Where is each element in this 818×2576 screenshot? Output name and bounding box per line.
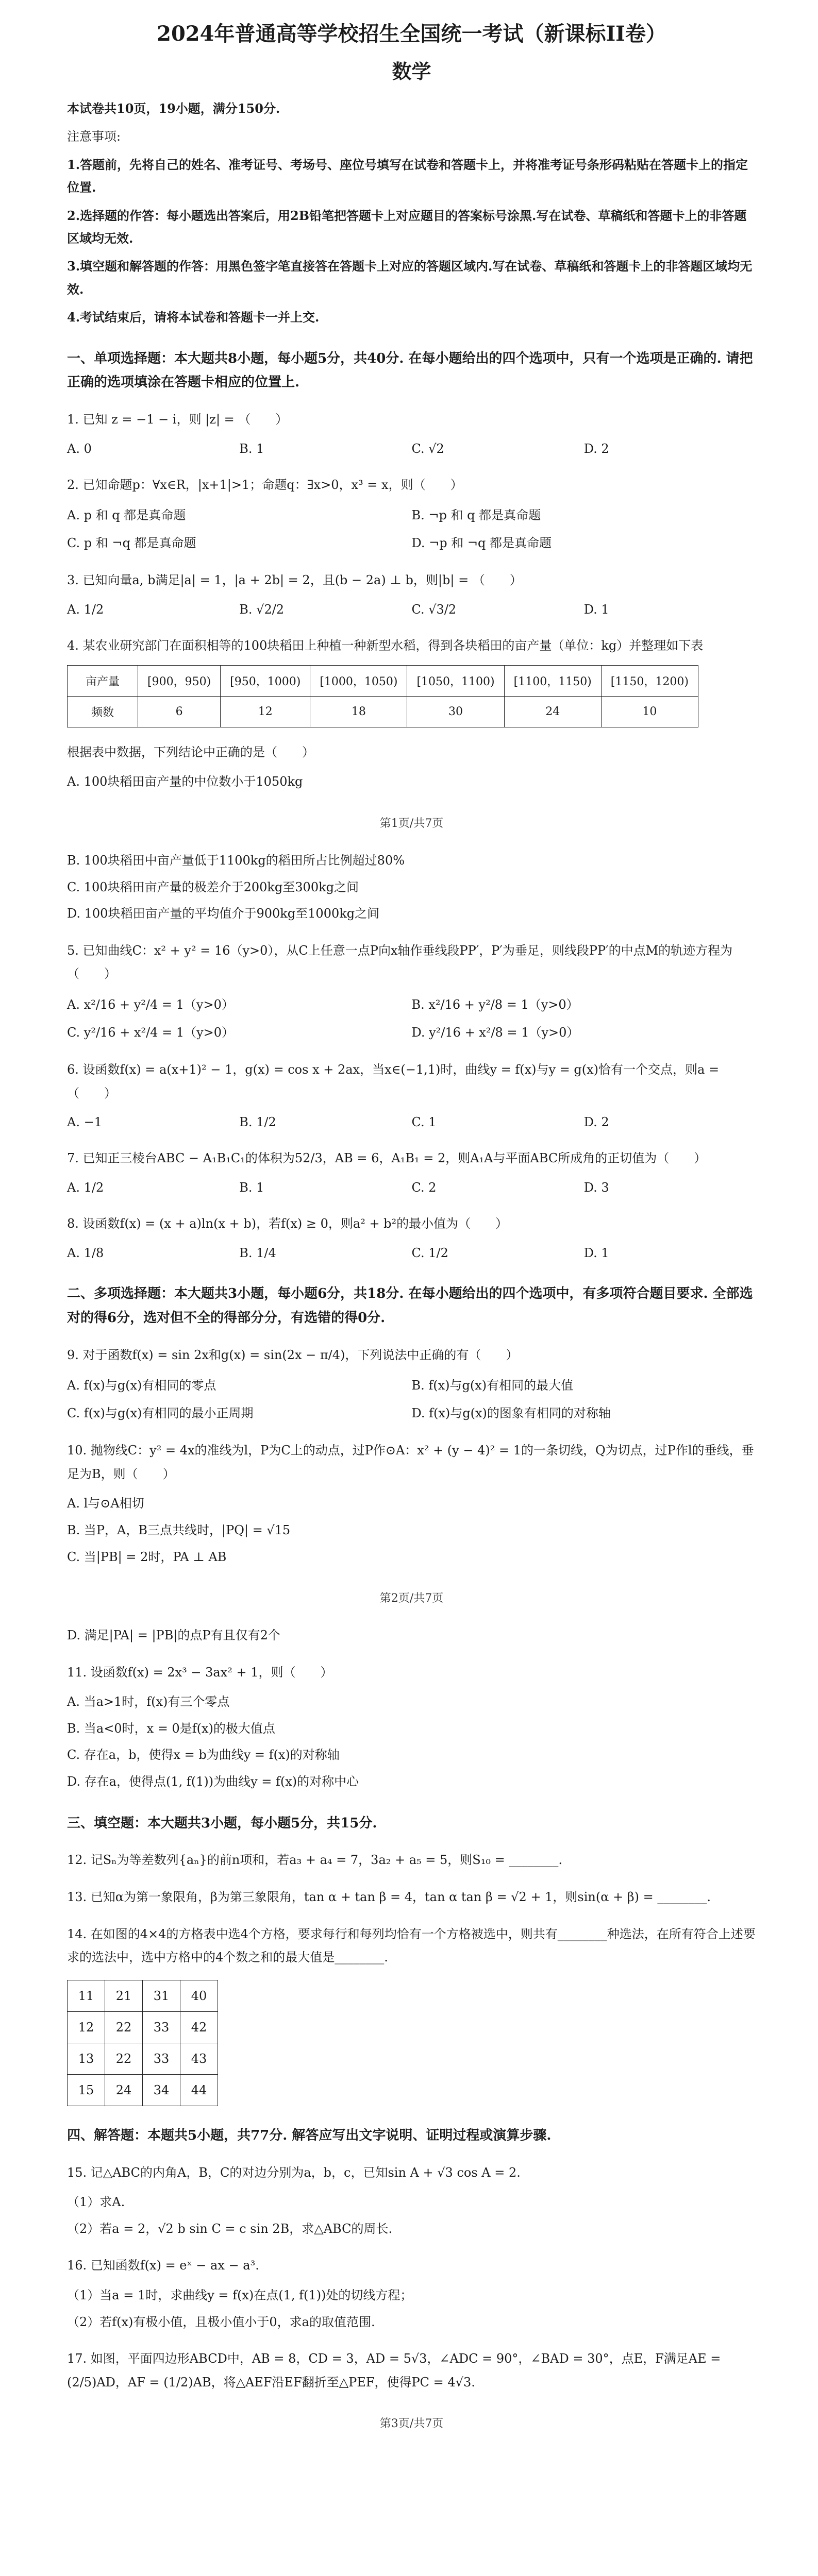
question-3-options [67,599,756,621]
question-4-prompt: 根据表中数据，下列结论中正确的是（ ） [67,744,314,759]
notice-2: 2.选择题的作答：每小题选出答案后，用2B铅笔把答题卡上对应题目的答案标号涂黑.写在试卷、草稿纸和答题卡上的非答题区域均无效. [67,208,747,246]
exam-subject: 数学 [392,60,431,83]
grid-cell: 31 [143,1980,180,2011]
table-head-count: 频数 [68,696,138,727]
question-15-part-1: （1）求A. [67,2195,125,2210]
option-c: C. y²/16 + x²/4 = 1（y>0） [67,1025,235,1040]
option-b: B. 1 [239,1180,264,1195]
option-a: A. 1/2 [67,1180,104,1195]
section-4-heading: 四、解答题：本题共5小题，共77分. 解答应写出文字说明、证明过程或演算步骤. [67,2127,552,2143]
table-cell: 18 [310,696,407,727]
question-17: 17. 如图，平面四边形ABCD中，AB = 8，CD = 3，AD = 5√3，∠ADC = 90°，∠BAD = 30°，点E，F满足AE = (2/5)AD，AF = (1/2)AB，将△AEF沿EF翻折至△PEF，使得PC = 4√3. [67,2351,721,2389]
question-12: 12. 记Sₙ为等差数列{aₙ}的前n项和，若a₃ + a₄ = 7，3a₂ + a₅ = 5，则S₁₀ = ________. [67,1853,562,1868]
option-b: B. 当a<0时，x = 0是f(x)的极大值点 [67,1721,275,1736]
table-cell: [1000，1050) [310,665,407,696]
table-cell: [1100，1150) [504,665,601,696]
grid-cell: 22 [105,2043,143,2074]
table-row [68,1980,218,2011]
option-a: A. 1/8 [67,1245,104,1260]
table-row [68,2043,218,2074]
section-1-heading: 一、单项选择题：本大题共8小题，每小题5分，共40分. 在每小题给出的四个选项中，只有一个选项是正确的. 请把正确的选项填涂在答题卡相应的位置上. [67,350,753,391]
question-8: 8. 设函数f(x) = (x + a)ln(x + b)，若f(x) ≥ 0，则a² + b²的最小值为（ ） [67,1216,508,1231]
question-16-part-1: （1）当a = 1时，求曲线y = f(x)在点(1, f(1))处的切线方程； [67,2288,413,2303]
option-c: C. √3/2 [411,602,457,617]
question-11: 11. 设函数f(x) = 2x³ − 3ax² + 1，则（ ） [67,1665,333,1680]
option-a: A. 1/2 [67,602,104,617]
option-a: A. l与⊙A相切 [67,1496,144,1511]
option-c: C. √2 [411,441,444,456]
option-d: D. 2 [583,441,609,456]
option-d: D. 1 [583,1245,609,1260]
option-a: A. 0 [67,441,92,456]
option-d: D. ¬p 和 ¬q 都是真命题 [411,536,552,551]
option-d: D. 1 [583,602,609,617]
question-4: 4. 某农业研究部门在面积相等的100块稻田上种植一种新型水稻，得到各块稻田的亩产量（单位：kg）并整理如下表 [67,638,704,653]
option-d: D. 满足|PA| = |PB|的点P有且仅有2个 [67,1628,280,1643]
question-1: 1. 已知 z = −1 − i，则 |z| = （ ） [67,412,288,427]
grid-cell: 13 [68,2043,105,2074]
option-c: C. 100块稻田亩产量的极差介于200kg至300kg之间 [67,879,359,894]
table-row [68,665,698,696]
option-d: D. 3 [583,1180,609,1195]
grid-cell: 22 [105,2011,143,2043]
question-2-options [67,503,756,555]
option-c: C. 1/2 [411,1245,448,1260]
option-b: B. 100块稻田中亩产量低于1100kg的稻田所占比例超过80% [67,853,405,868]
option-a: A. x²/16 + y²/4 = 1（y>0） [67,997,234,1012]
option-d: D. y²/16 + x²/8 = 1（y>0） [411,1025,579,1040]
question-14: 14. 在如图的4×4的方格表中选4个方格，要求每行和每列均恰有一个方格被选中，则共有________种选法，在所有符合上述要求的选法中，选中方格中的4个数之和的最大值是________. [67,1926,756,1965]
option-a: A. −1 [67,1115,102,1130]
exam-title: 2024年普通高等学校招生全国统一考试（新课标II卷） [157,22,666,46]
question-16-part-2: （2）若f(x)有极小值，且极小值小于0，求a的取值范围. [67,2314,375,2329]
table-cell: [950，1000) [221,665,310,696]
option-d: D. 存在a，使得点(1, f(1))为曲线y = f(x)的对称中心 [67,1774,359,1789]
table-cell: [1150，1200) [601,665,698,696]
grid-cell: 21 [105,1980,143,2011]
notice-1: 1.答题前，先将自己的姓名、准考证号、考场号、座位号填写在试卷和答题卡上，并将准考证号条形码粘贴在答题卡上的指定位置. [67,157,748,195]
option-c: C. 1 [411,1115,437,1130]
table-cell: 30 [407,696,504,727]
option-c: C. p 和 ¬q 都是真命题 [67,536,196,551]
question-1-options [67,438,756,460]
question-15: 15. 记△ABC的内角A，B，C的对边分别为a，b，c，已知sin A + √3 cos A = 2. [67,2165,521,2180]
grid-cell: 11 [68,1980,105,2011]
section-3-heading: 三、填空题：本大题共3小题，每小题5分，共15分. [67,1815,377,1831]
table-cell: 24 [504,696,601,727]
option-c: C. 2 [411,1180,437,1195]
question-13: 13. 已知α为第一象限角，β为第三象限角，tan α + tan β = 4，tan α tan β = √2 + 1，则sin(α + β) = ________. [67,1890,711,1905]
option-a: A. 100块稻田亩产量的中位数小于1050kg [67,774,303,789]
option-b: B. 1/4 [239,1245,276,1260]
option-c: C. f(x)与g(x)有相同的最小正周期 [67,1406,254,1421]
notice-4: 4.考试结束后，请将本试卷和答题卡一并上交. [67,310,320,325]
grid-cell: 33 [143,2011,180,2043]
option-b: B. ¬p 和 q 都是真命题 [411,508,541,523]
option-c: C. 存在a，b，使得x = b为曲线y = f(x)的对称轴 [67,1748,340,1762]
question-6-options [67,1111,756,1133]
number-grid [67,1980,218,2106]
question-9-options [67,1373,756,1426]
page-number: 第3页/共7页 [379,2417,444,2431]
option-b: B. 当P，A，B三点共线时，|PQ| = √15 [67,1522,291,1537]
question-5: 5. 已知曲线C：x² + y² = 16（y>0），从C上任意一点P向x轴作垂线段PP′，P′为垂足，则线段PP′的中点M的轨迹方程为（ ） [67,943,733,981]
question-16: 16. 已知函数f(x) = eˣ − ax − a³. [67,2258,259,2273]
grid-cell: 15 [68,2074,105,2106]
question-7-options [67,1177,756,1199]
table-row [68,696,698,727]
table-row [68,2074,218,2106]
option-c: C. 当|PB| = 2时，PA ⊥ AB [67,1549,227,1564]
table-cell: 12 [221,696,310,727]
grid-cell: 43 [180,2043,218,2074]
grid-cell: 40 [180,1980,218,2011]
option-d: D. f(x)与g(x)的图象有相同的对称轴 [411,1406,611,1421]
question-2: 2. 已知命题p：∀x∈R，|x+1|>1；命题q：∃x>0，x³ = x，则（ ） [67,477,463,492]
grid-cell: 12 [68,2011,105,2043]
table-cell: [900，950) [138,665,221,696]
question-7: 7. 已知正三棱台ABC − A₁B₁C₁的体积为52/3，AB = 6，A₁B₁ = 2，则A₁A与平面ABC所成角的正切值为（ ） [67,1151,707,1166]
grid-cell: 42 [180,2011,218,2043]
option-b: B. 1 [239,441,264,456]
page-number: 第1页/共7页 [379,817,444,831]
exam-info: 本试卷共10页，19小题，满分150分. [67,101,280,116]
table-row [68,2011,218,2043]
page-number: 第2页/共7页 [379,1592,444,1605]
question-15-part-2: （2）若a = 2，√2 b sin C = c sin 2B，求△ABC的周长. [67,2221,393,2236]
notice-title: 注意事项: [67,129,121,144]
question-9: 9. 对于函数f(x) = sin 2x和g(x) = sin(2x − π/4)，下列说法中正确的有（ ） [67,1347,519,1362]
table-cell: 6 [138,696,221,727]
yield-table [67,665,698,727]
question-5-options [67,992,756,1045]
grid-cell: 33 [143,2043,180,2074]
option-a: A. 当a>1时，f(x)有三个零点 [67,1694,230,1709]
table-cell: [1050，1100) [407,665,504,696]
option-a: A. p 和 q 都是真命题 [67,508,186,523]
question-10: 10. 抛物线C：y² = 4x的准线为l，P为C上的动点，过P作⊙A：x² + (y − 4)² = 1的一条切线，Q为切点，过P作l的垂线，垂足为B，则（ ） [67,1443,754,1481]
option-d: D. 100块稻田亩产量的平均值介于900kg至1000kg之间 [67,906,380,921]
section-2-heading: 二、多项选择题：本大题共3小题，每小题6分，共18分. 在每小题给出的四个选项中，有多项符合题目要求. 全部选对的得6分，选对但不全的得部分分，有选错的得0分. [67,1285,753,1326]
question-6: 6. 设函数f(x) = a(x+1)² − 1，g(x) = cos x + 2ax，当x∈(−1,1)时，曲线y = f(x)与y = g(x)恰有一个交点，则a = （ ） [67,1062,720,1100]
option-d: D. 2 [583,1115,609,1130]
table-head-yield: 亩产量 [68,665,138,696]
option-b: B. √2/2 [239,602,285,617]
question-3: 3. 已知向量a, b满足|a| = 1，|a + 2b| = 2，且(b − 2a) ⊥ b，则|b| = （ ） [67,573,522,588]
grid-cell: 24 [105,2074,143,2106]
option-b: B. 1/2 [239,1115,276,1130]
notice-3: 3.填空题和解答题的作答：用黑色签字笔直接答在答题卡上对应的答题区域内.写在试卷、草稿纸和答题卡上的非答题区域均无效. [67,259,753,297]
option-a: A. f(x)与g(x)有相同的零点 [67,1378,216,1393]
option-b: B. f(x)与g(x)有相同的最大值 [411,1378,574,1393]
question-8-options [67,1242,756,1264]
grid-cell: 44 [180,2074,218,2106]
grid-cell: 34 [143,2074,180,2106]
table-cell: 10 [601,696,698,727]
option-b: B. x²/16 + y²/8 = 1（y>0） [411,997,579,1012]
